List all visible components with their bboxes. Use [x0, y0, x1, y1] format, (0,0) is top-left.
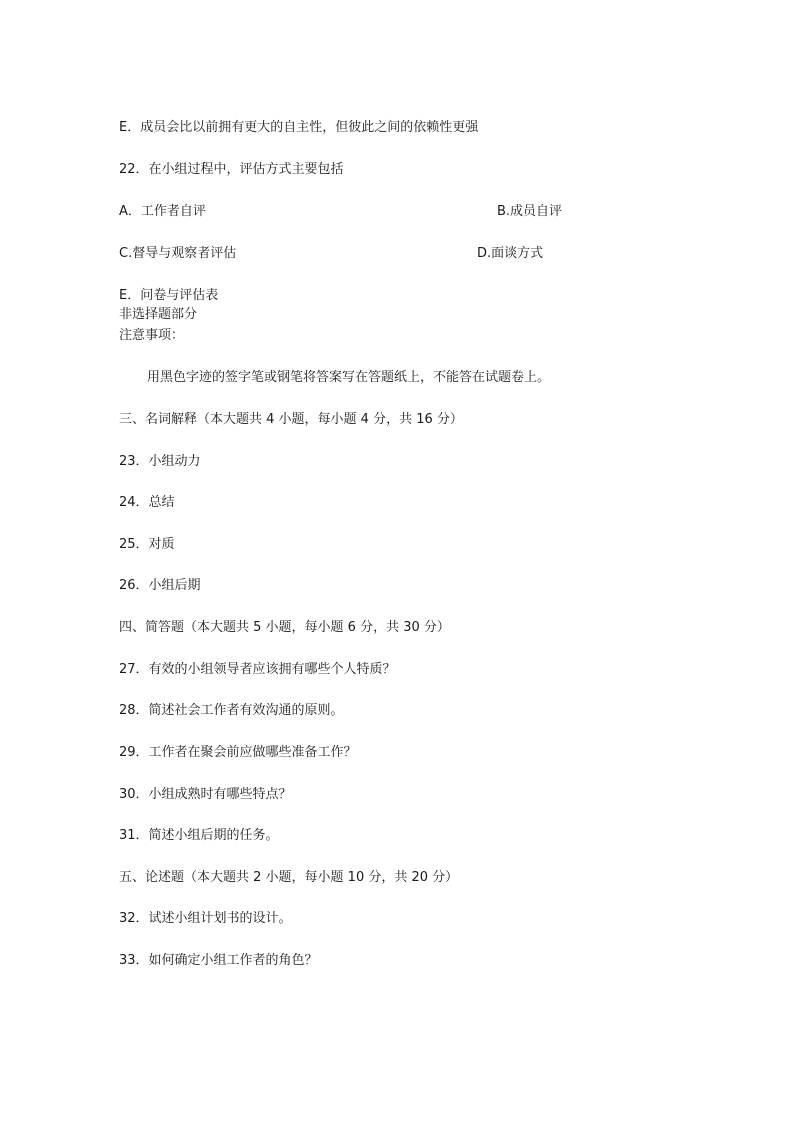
section4-item: 27．有效的小组领导者应该拥有哪些个人特质？: [119, 662, 396, 677]
section4-item: 29．工作者在聚会前应做哪些准备工作？: [119, 745, 357, 760]
section4-item: 30．小组成熟时有哪些特点？: [119, 787, 292, 802]
part-title: 非选择题部分: [119, 307, 198, 322]
section3-item: 23．小组动力: [119, 454, 201, 469]
q22-option-d: D.面谈方式: [477, 246, 544, 261]
q22-option-e: E．问卷与评估表: [119, 288, 219, 303]
section4-heading: 四、简答题（本大题共 5 小题，每小题 6 分，共 30 分）: [119, 620, 450, 635]
section5-item: 32．试述小组计划书的设计。: [119, 911, 292, 926]
section3-item: 24．总结: [119, 495, 175, 510]
section3-heading: 三、名词解释（本大题共 4 小题，每小题 4 分，共 16 分）: [119, 412, 463, 427]
q22-option-a: A．工作者自评: [119, 204, 206, 219]
section3-item: 25．对质: [119, 537, 175, 552]
q22-question: 22．在小组过程中，评估方式主要包括: [119, 162, 344, 177]
q22-option-b: B.成员自评: [497, 204, 563, 219]
section5-item: 33．如何确定小组工作者的角色？: [119, 953, 318, 968]
section5-heading: 五、论述题（本大题共 2 小题，每小题 10 分，共 20 分）: [119, 870, 459, 885]
section3-item: 26．小组后期: [119, 578, 201, 593]
q22-option-c: C.督导与观察者评估: [119, 246, 237, 261]
section4-item: 28．简述社会工作者有效沟通的原则。: [119, 703, 344, 718]
q21-option-e: E．成员会比以前拥有更大的自主性，但彼此之间的依赖性更强: [119, 120, 479, 135]
section4-item: 31．简述小组后期的任务。: [119, 828, 279, 843]
notice-text: 用黑色字迹的签字笔或钢笔将答案写在答题纸上，不能答在试题卷上。: [147, 370, 551, 385]
notice-label: 注意事项：: [119, 328, 185, 343]
